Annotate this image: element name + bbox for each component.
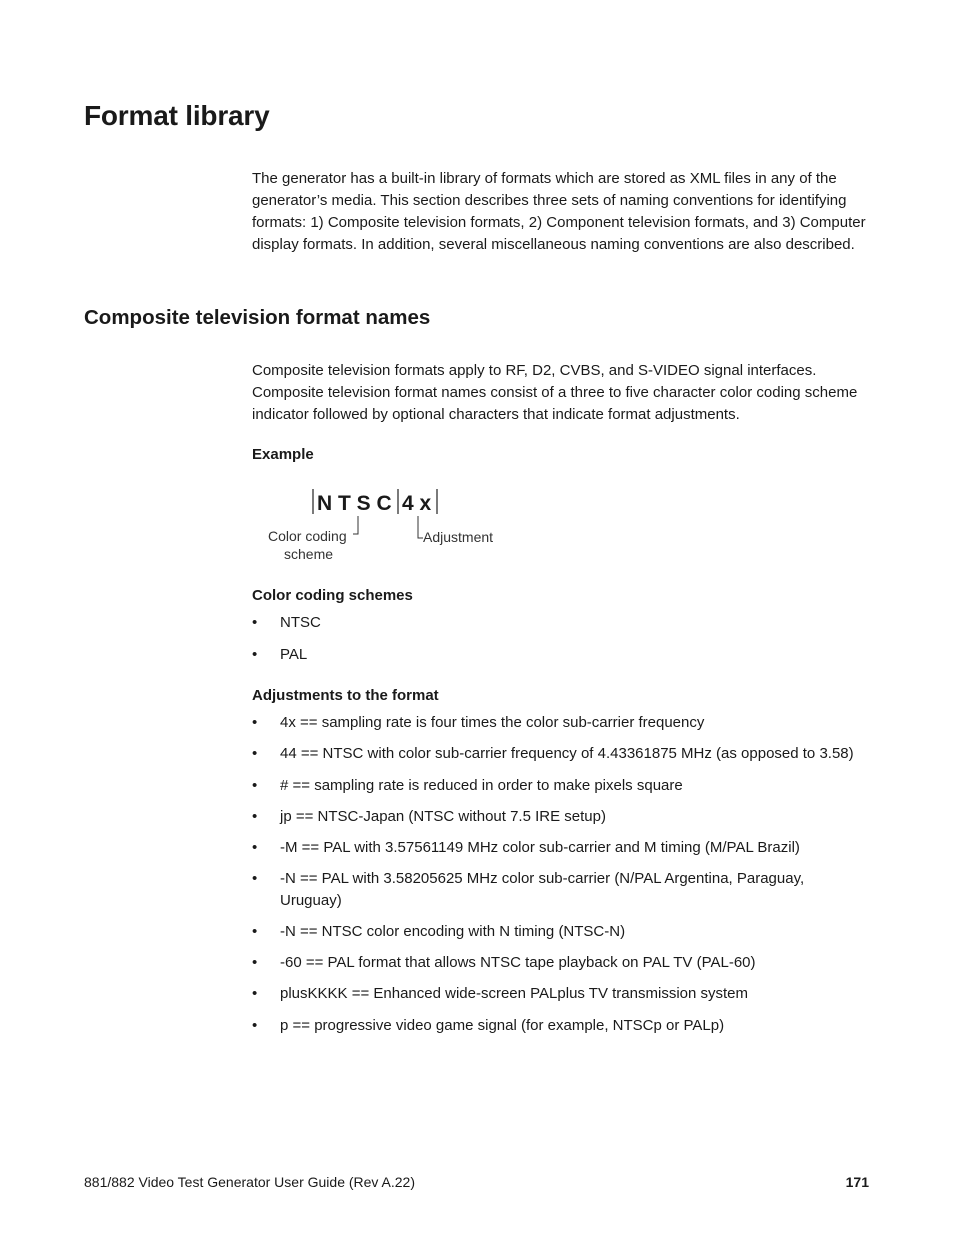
bullet-icon: • [252,1017,258,1034]
list-item: • -M == PAL with 3.57561149 MHz color sub-carrier and M timing (M/PAL Brazil) [252,837,877,859]
diagram-adjust-text: 4 x [402,492,432,515]
list-item: • 44 == NTSC with color sub-carrier frequency of 4.43361875 MHz (as opposed to 3.58) [252,743,877,765]
bullet-icon: • [252,923,258,940]
list-item: • PAL [252,644,877,666]
bullet-icon: • [252,777,258,794]
adjustments-label: Adjustments to the format [252,687,439,704]
adjustments-list [252,712,877,1037]
intro-paragraph: The generator has a built-in library of formats which are stored as XML files in any of the generator’s media. This section describes three sets of naming conventions for identifying formats: 1) Composite television formats, 2) Component television formats, and 3) Computer display formats. In addition, several miscellaneous naming conventions are also described. [252,170,866,253]
page-title: Format library [84,100,270,131]
scheme-pointer [353,516,358,534]
bullet-icon: • [252,745,258,762]
scheme-label-line2: scheme [284,546,334,562]
list-item: • plusKKKK == Enhanced wide-screen PALplus TV transmission system [252,983,877,1005]
footer-page-number: 171 [845,1174,869,1190]
bullet-icon: • [252,614,258,631]
list-item: • -60 == PAL format that allows NTSC tape playback on PAL TV (PAL-60) [252,952,877,974]
list-item: • # == sampling rate is reduced in order to make pixels square [252,775,877,797]
bullet-icon: • [252,808,258,825]
footer-doc-title: 881/882 Video Test Generator User Guide (Rev A.22) [84,1174,416,1190]
format-name-diagram [262,484,507,566]
bullet-icon: • [252,646,258,663]
bullet-icon: • [252,839,258,856]
bullet-icon: • [252,714,258,731]
adjustment-label: Adjustment [423,529,494,545]
color-schemes-label: Color coding schemes [252,587,413,604]
diagram-scheme-text: N T S C [317,492,392,515]
bullet-icon: • [252,954,258,971]
bullet-icon: • [252,985,258,1002]
list-item: • p == progressive video game signal (for example, NTSCp or PALp) [252,1015,877,1037]
scheme-label-line1: Color coding [268,528,347,544]
example-label: Example [252,446,314,463]
list-item: • 4x == sampling rate is four times the color sub-carrier frequency [252,712,877,734]
list-item: • jp == NTSC-Japan (NTSC without 7.5 IRE setup) [252,806,877,828]
list-item: • NTSC [252,612,877,634]
list-item: • -N == PAL with 3.58205625 MHz color sub-carrier (N/PAL Argentina, Paraguay, Uruguay) [252,870,805,909]
color-schemes-list [252,612,877,666]
bullet-icon: • [252,870,258,887]
section-intro-paragraph: Composite television formats apply to RF, D2, CVBS, and S-VIDEO signal interfaces. Composite television format names consist of a three to five character color coding scheme indicator followed by optional characters that indicate format adjustments. [252,362,858,423]
section-title: Composite television format names [84,306,431,329]
list-item: • -N == NTSC color encoding with N timing (NTSC-N) [252,921,877,943]
